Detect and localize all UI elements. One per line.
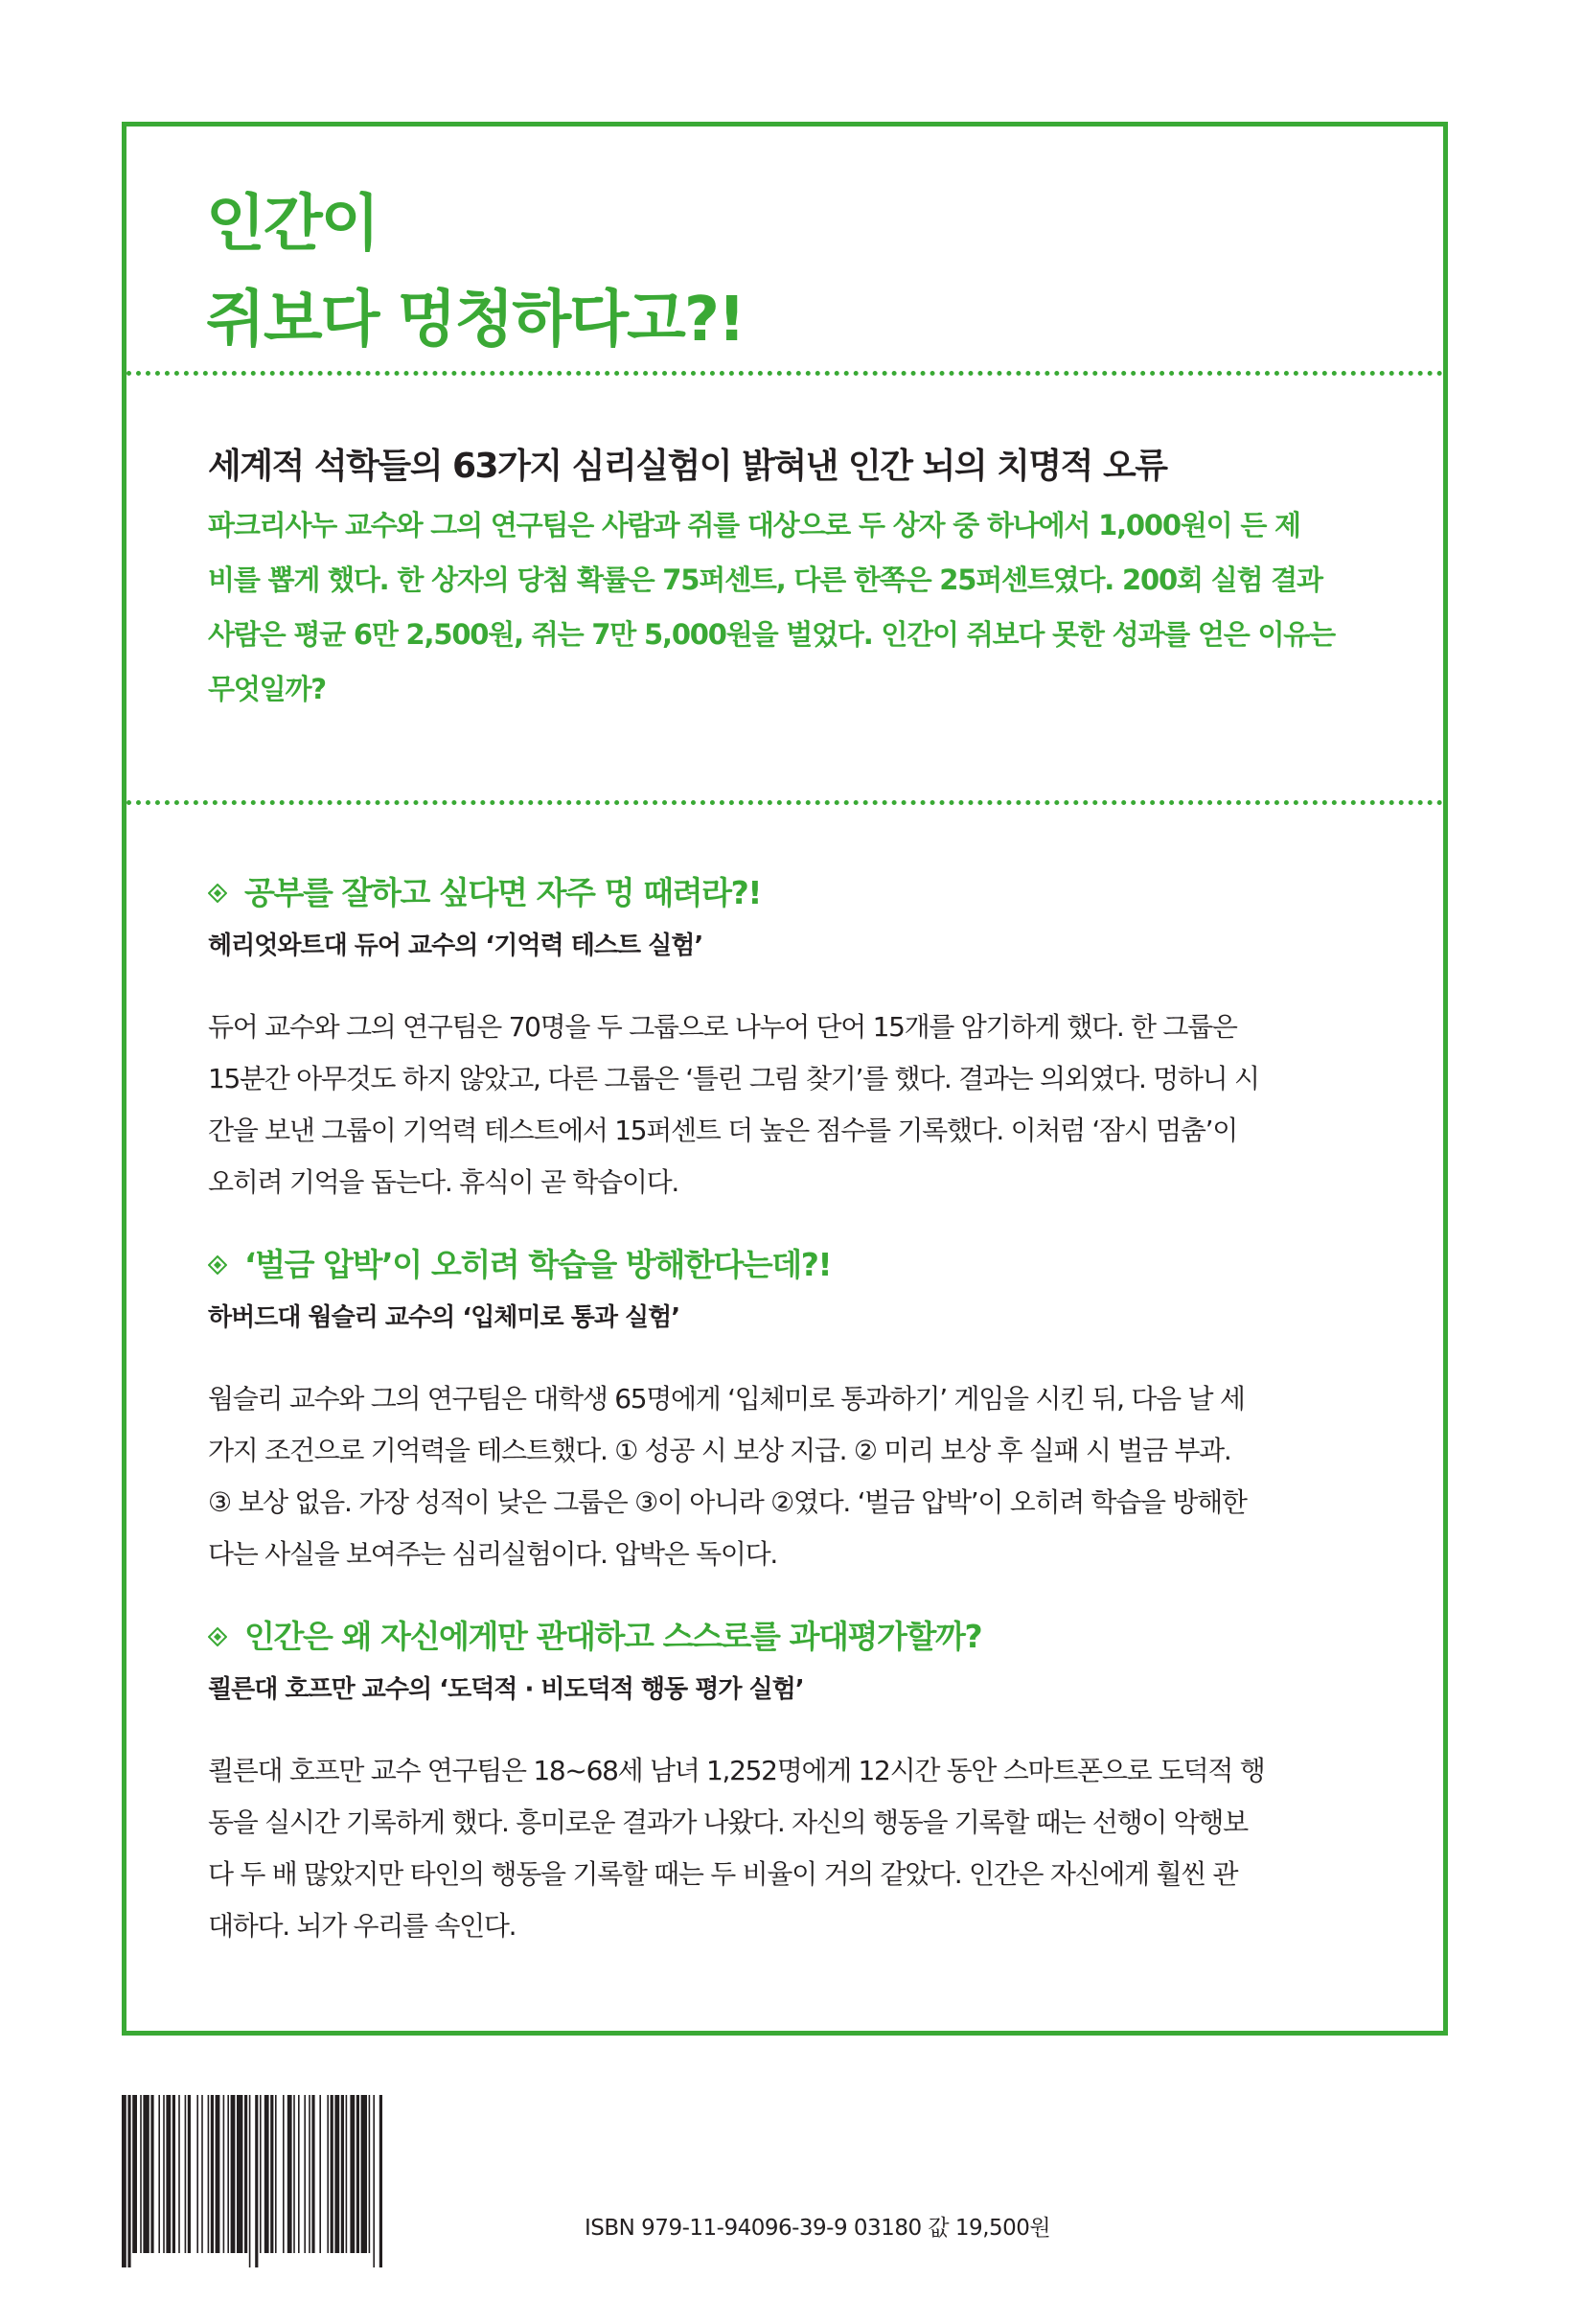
isbn-price-text: ISBN 979-11-94096-39-9 03180 값 19,500원 <box>585 2216 1051 2241</box>
barcode-bar <box>319 2095 321 2253</box>
section-heading <box>208 1241 1387 1289</box>
barcode-bar <box>346 2095 348 2253</box>
body-line: 가지 조건으로 기억력을 테스트했다. ① 성공 시 보상 지급. ② 미리 보상 후 실패 시 벌금 부과. <box>208 1435 1231 1466</box>
barcode-bar <box>227 2095 229 2253</box>
section-subheading: 쾰른대 호프만 교수의 ‘도덕적 · 비도덕적 행동 평가 실험’ <box>208 1675 804 1704</box>
barcode-bar <box>341 2095 344 2253</box>
section-heading-text: 공부를 잘하고 싶다면 자주 멍 때려라?! <box>244 874 762 911</box>
experiment-sections <box>208 869 1387 1952</box>
barcode <box>122 2095 572 2267</box>
barcode-bar <box>369 2095 371 2253</box>
barcode-bar <box>237 2095 242 2253</box>
section-study-break <box>208 869 1387 1208</box>
barcode-bar <box>127 2095 130 2267</box>
barcode-bar <box>334 2095 339 2253</box>
barcode-bars-icon <box>122 2095 572 2267</box>
barcode-bar <box>140 2095 142 2253</box>
barcode-bar <box>132 2095 137 2253</box>
barcode-bar <box>379 2095 382 2267</box>
title-line-1: 인간이 <box>206 189 379 260</box>
barcode-bar <box>331 2095 333 2253</box>
barcode-bar <box>158 2095 160 2253</box>
barcode-bar <box>166 2095 171 2253</box>
intro-line: 비를 뽑게 했다. 한 상자의 당첨 확률은 75퍼센트, 다른 한쪽은 25퍼센트였다. 200회 실험 결과 <box>208 564 1322 596</box>
barcode-bar <box>350 2095 355 2253</box>
body-line: 대하다. 뇌가 우리를 속인다. <box>208 1910 517 1942</box>
barcode-bar <box>231 2095 236 2253</box>
intro-heading: 세계적 석학들의 63가지 심리실험이 밝혀낸 인간 뇌의 치명적 오류 <box>208 447 1167 486</box>
barcode-bar <box>287 2095 292 2253</box>
barcode-bar <box>327 2095 329 2253</box>
section-heading-text: 인간은 왜 자신에게만 관대하고 스스로를 과대평가할까? <box>244 1618 982 1655</box>
barcode-bar <box>293 2095 295 2253</box>
barcode-bar <box>270 2095 273 2253</box>
diamond-bullet-icon <box>208 884 227 903</box>
content-frame <box>122 122 1448 2036</box>
barcode-bar <box>208 2095 210 2253</box>
barcode-bar <box>298 2095 300 2253</box>
barcode-bar <box>211 2095 214 2253</box>
section-heading <box>208 1613 1387 1661</box>
barcode-bar <box>201 2095 203 2253</box>
body-line: 동을 실시간 기록하게 했다. 흥미로운 결과가 나왔다. 자신의 행동을 기록할 때는 선행이 악행보 <box>208 1806 1248 1838</box>
body-line: 15분간 아무것도 하지 않았고, 다른 그룹은 ‘틀린 그림 찾기’를 했다. 결과는 의외였다. 멍하니 시 <box>208 1063 1259 1094</box>
barcode-bar <box>373 2095 375 2267</box>
barcode-bar <box>275 2095 277 2253</box>
barcode-bar <box>304 2095 306 2253</box>
intro-line: 사람은 평균 6만 2,500원, 쥐는 7만 5,000원을 벌었다. 인간이 쥐보다 못한 성과를 얻은 이유는 <box>208 618 1335 651</box>
barcode-bar <box>178 2095 180 2253</box>
barcode-bar <box>143 2095 149 2253</box>
barcode-bar <box>196 2095 198 2253</box>
section-body <box>208 1373 1387 1580</box>
section-body <box>208 1001 1387 1208</box>
body-line: ③ 보상 없음. 가장 성적이 낮은 그룹은 ③이 아니라 ②였다. ‘벌금 압박’이 오히려 학습을 방해한 <box>208 1486 1247 1518</box>
body-line: 간을 보낸 그룹이 기억력 테스트에서 15퍼센트 더 높은 점수를 기록했다. 이처럼 ‘잠시 멈춤’이 <box>208 1115 1237 1146</box>
intro-line: 파크리사누 교수와 그의 연구팀은 사람과 쥐를 대상으로 두 상자 중 하나에서 1,000원이 든 제 <box>208 509 1300 541</box>
barcode-bar <box>185 2095 187 2253</box>
body-line: 웜슬리 교수와 그의 연구팀은 대학생 65명에게 ‘입체미로 통과하기’ 게임을 시킨 뒤, 다음 날 세 <box>208 1383 1245 1415</box>
intro-line: 무엇일까? <box>208 673 326 705</box>
section-heading-text: ‘벌금 압박’이 오히려 학습을 방해한다는데?! <box>244 1246 832 1283</box>
dotted-divider-top <box>126 371 1443 376</box>
title-block <box>206 176 1356 368</box>
barcode-bar <box>309 2095 310 2253</box>
body-line: 오히려 기억을 돕는다. 휴식이 곧 학습이다. <box>208 1166 678 1198</box>
barcode-bar <box>361 2095 367 2253</box>
section-body <box>208 1745 1387 1952</box>
diamond-bullet-icon <box>208 1627 227 1646</box>
barcode-bar <box>172 2095 175 2253</box>
barcode-bar <box>223 2095 225 2253</box>
diamond-bullet-icon <box>208 1255 227 1275</box>
section-heading <box>208 869 1387 917</box>
intro-block <box>208 443 1387 717</box>
section-subheading: 헤리엇와트대 듀어 교수의 ‘기억력 테스트 실험’ <box>208 932 703 960</box>
body-line: 듀어 교수와 그의 연구팀은 70명을 두 그룹으로 나누어 단어 15개를 암기하게 했다. 한 그룹은 <box>208 1011 1237 1043</box>
barcode-bar <box>122 2095 126 2267</box>
body-line: 쾰른대 호프만 교수 연구팀은 18~68세 남녀 1,252명에게 12시간 동안 스마트폰으로 도덕적 행 <box>208 1755 1265 1786</box>
title-line-2: 쥐보다 멍청하다고?! <box>206 285 745 356</box>
section-self-leniency <box>208 1613 1387 1952</box>
barcode-bar <box>188 2095 191 2253</box>
barcode-bar <box>311 2095 314 2253</box>
body-line: 다는 사실을 보여주는 심리실험이다. 압박은 독이다. <box>208 1538 777 1570</box>
section-subheading: 하버드대 웜슬리 교수의 ‘입체미로 통과 실험’ <box>208 1303 680 1332</box>
barcode-bar <box>249 2095 251 2267</box>
barcode-bar <box>255 2095 258 2267</box>
barcode-bar <box>244 2095 247 2253</box>
barcode-bar <box>264 2095 269 2253</box>
barcode-bar <box>163 2095 165 2253</box>
barcode-bar <box>150 2095 153 2253</box>
section-fine-pressure <box>208 1241 1387 1580</box>
barcode-bar <box>260 2095 262 2253</box>
barcode-bar <box>216 2095 220 2253</box>
dotted-divider-middle <box>126 800 1443 805</box>
barcode-bar <box>356 2095 359 2253</box>
barcode-bar <box>283 2095 285 2253</box>
body-line: 다 두 배 많았지만 타인의 행동을 기록할 때는 두 비율이 거의 같았다. 인간은 자신에게 훨씬 관 <box>208 1858 1238 1890</box>
